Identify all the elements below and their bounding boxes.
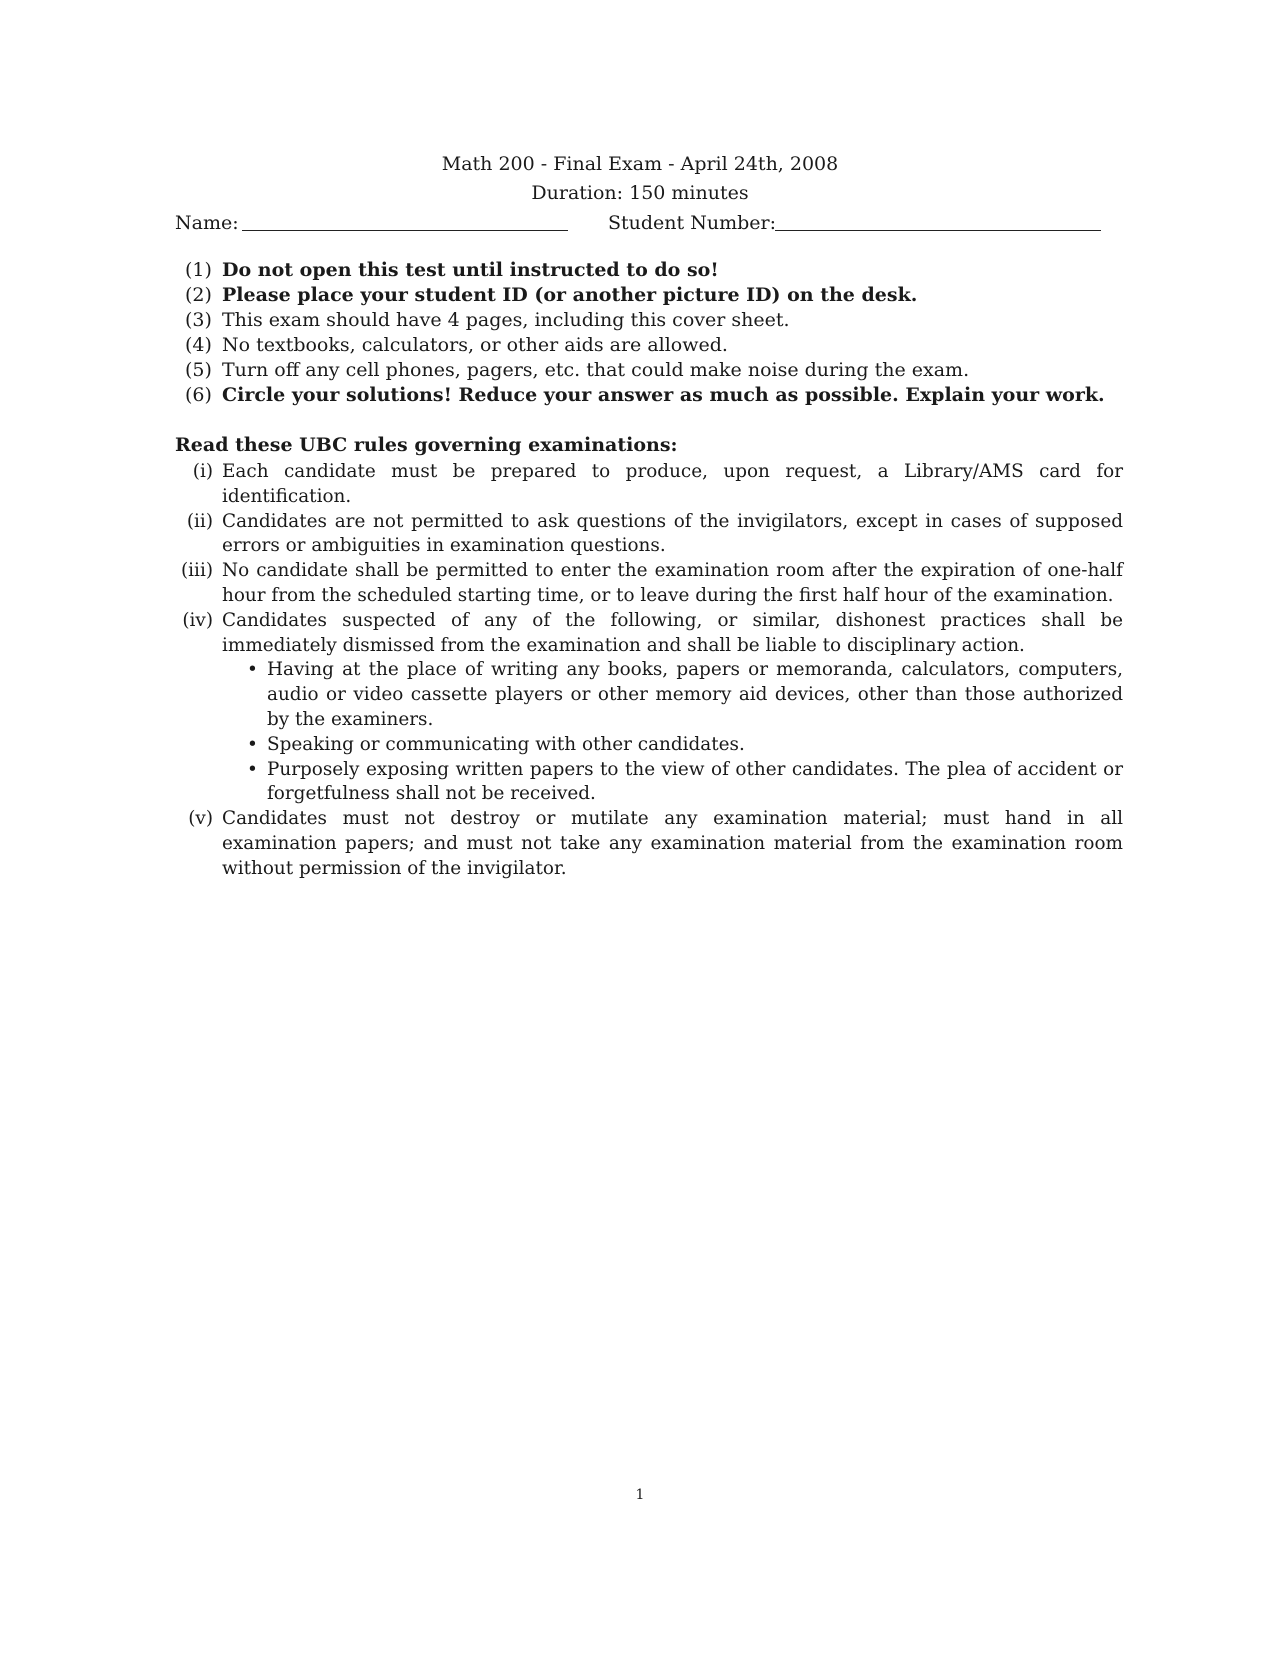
rule-number: (v)	[188, 808, 213, 830]
instruction-item	[175, 308, 1135, 333]
instruction-text: Do not open this test until instructed to do so!	[222, 259, 719, 281]
exam-title: Math 200 - Final Exam - April 24th, 2008	[441, 153, 839, 175]
rule-text: Each candidate must be prepared to produce, upon request, a Library/AMS card for identification.	[222, 461, 1123, 507]
instruction-number: (4)	[185, 334, 212, 356]
instruction-number: (6)	[185, 384, 212, 406]
bullet-text: Speaking or communicating with other candidates.	[267, 733, 745, 755]
instruction-text: Please place your student ID (or another picture ID) on the desk.	[222, 284, 918, 306]
rule-text: Candidates are not permitted to ask questions of the invigilators, except in cases of supposed errors or ambiguities in examination questions.	[222, 510, 1123, 557]
instruction-item	[175, 383, 1135, 408]
rule-number: (i)	[192, 461, 213, 482]
bullet-text: Purposely exposing written papers to the view of other candidates. The plea of accident or forgetfulness shall not be received.	[267, 758, 1123, 805]
instruction-item	[175, 258, 1135, 283]
rule-text: Candidates suspected of any of the following, or similar, dishonest practices shall be immediately dismissed from the examination and shall be liable to disciplinary action.	[222, 609, 1123, 656]
student-number-blank-line	[775, 230, 1101, 231]
bullet-item	[222, 733, 1123, 758]
instruction-item	[175, 333, 1135, 358]
bullet-icon: •	[247, 659, 258, 681]
rule-item	[175, 559, 1123, 609]
instruction-text: This exam should have 4 pages, including this cover sheet.	[222, 309, 790, 331]
rule-number: (iv)	[182, 609, 213, 631]
instruction-item	[175, 283, 1135, 308]
rules-heading: Read these UBC rules governing examinations:	[175, 434, 678, 456]
student-number-label: Student Number:	[608, 212, 776, 234]
instruction-number: (5)	[185, 359, 212, 381]
instruction-text: Turn off any cell phones, pagers, etc. that could make noise during the exam.	[222, 359, 970, 381]
rule-item	[175, 609, 1123, 807]
instructions-list	[175, 258, 1135, 408]
bullet-item	[222, 658, 1123, 732]
name-label: Name:	[175, 212, 239, 234]
bullet-item	[222, 758, 1123, 808]
rule-item	[175, 460, 1123, 510]
instruction-number: (3)	[185, 309, 212, 331]
rule-text: No candidate shall be permitted to enter the examination room after the expiration of one-half hour from the scheduled starting time, or to leave during the first half hour of the examination.	[222, 560, 1123, 606]
rule-item	[175, 510, 1123, 560]
rule-number: (iii)	[181, 560, 213, 582]
rule-number: (ii)	[186, 510, 213, 532]
name-blank-line	[242, 230, 568, 231]
dishonest-practices-list	[222, 658, 1123, 807]
instruction-item	[175, 358, 1135, 383]
bullet-text: Having at the place of writing any books, papers or memoranda, calculators, computers, audio or video cassette players or other memory aid devices, other than those authorized by the examiners.	[267, 659, 1123, 730]
page-number: 1	[635, 1487, 645, 1503]
instruction-text: Circle your solutions! Reduce your answer as much as possible. Explain your work.	[222, 384, 1105, 406]
rules-list	[175, 460, 1123, 882]
rule-text: Candidates must not destroy or mutilate any examination material; must hand in all examination papers; and must not take any examination material from the examination room without permission of the invigilator.	[222, 808, 1123, 879]
instruction-text: No textbooks, calculators, or other aids are allowed.	[222, 334, 728, 356]
exam-duration: Duration: 150 minutes	[531, 182, 749, 204]
instruction-number: (1)	[185, 259, 212, 281]
bullet-icon: •	[247, 758, 258, 780]
instruction-number: (2)	[185, 284, 212, 306]
identification-row	[175, 212, 1105, 242]
bullet-icon: •	[247, 733, 258, 755]
rule-item	[175, 807, 1123, 881]
